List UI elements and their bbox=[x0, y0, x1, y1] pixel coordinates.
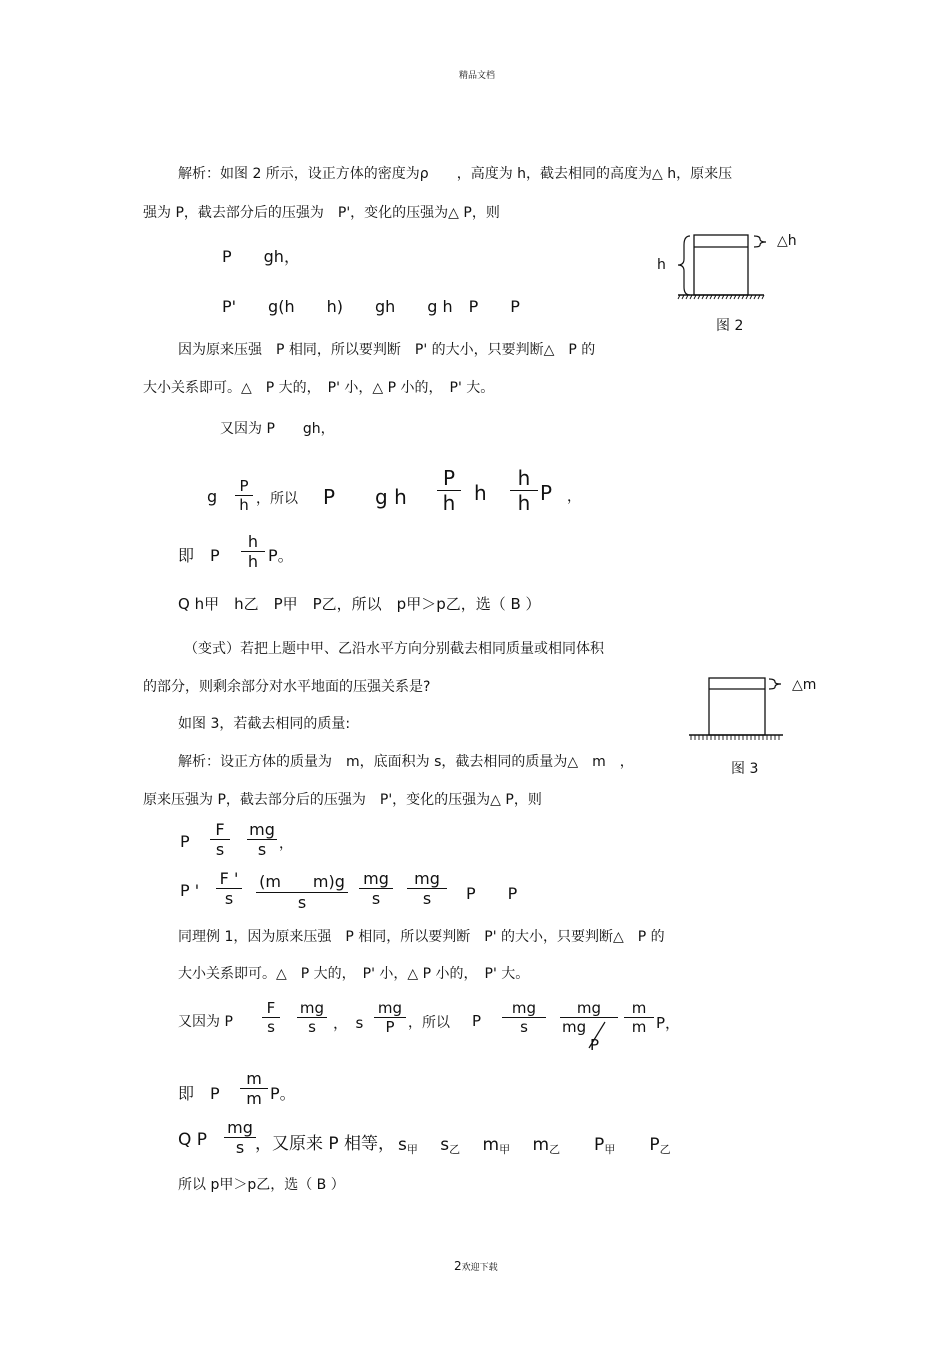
fraction: h h bbox=[241, 532, 265, 571]
text-line: 因为原来压强 P 相同，所以要判断 P' 的大小，只要判断△ P 的 bbox=[178, 342, 596, 358]
text-line: 同理例 1，因为原来压强 P 相同，所以要判断 P' 的大小，只要判断△ P 的 bbox=[178, 929, 665, 945]
fraction: m m bbox=[624, 999, 654, 1036]
equation-part: P bbox=[540, 481, 553, 505]
text-line: 的部分，则剩余部分对水平地面的压强关系是? bbox=[143, 679, 431, 695]
figure-caption: 图 3 bbox=[731, 761, 759, 777]
equation-part: ，所以 bbox=[408, 1015, 450, 1031]
text-line: 所以 p甲＞p乙，选（ B ） bbox=[178, 1177, 345, 1193]
equation: P' g(h h) gh g h P P bbox=[222, 297, 520, 316]
equation-part: P， bbox=[656, 1014, 681, 1032]
fraction: mg s bbox=[407, 869, 447, 908]
equation-part: P bbox=[472, 1012, 482, 1030]
equation-part: ， s bbox=[333, 1014, 364, 1032]
fraction: mg s bbox=[224, 1118, 256, 1157]
equation: P gh， bbox=[222, 247, 300, 266]
fraction: P h bbox=[235, 477, 253, 514]
slash-line bbox=[585, 1020, 607, 1050]
equation-part: Q P bbox=[178, 1130, 208, 1150]
equation-part: ， bbox=[279, 836, 293, 852]
equation-part: g bbox=[207, 487, 218, 506]
fraction: mg s bbox=[297, 999, 327, 1036]
text-line: 强为 P，截去部分后的压强为 P'，变化的压强为△ P，则 bbox=[143, 205, 500, 221]
figure-label: △m bbox=[792, 677, 817, 693]
fraction: mg s bbox=[247, 820, 277, 859]
equation-part: P。 bbox=[270, 1084, 296, 1103]
fraction: mg s bbox=[502, 999, 546, 1036]
fraction: F ' s bbox=[216, 869, 242, 908]
fraction: mg s bbox=[359, 869, 393, 908]
fraction: F s bbox=[262, 999, 280, 1036]
fraction: mg P bbox=[374, 999, 406, 1036]
equation-part: 又因为 P bbox=[178, 1014, 233, 1030]
equation-part: P P bbox=[466, 884, 518, 903]
figure-label: △h bbox=[777, 233, 797, 249]
fraction: h h bbox=[510, 466, 538, 515]
equation-part: s甲 s乙 m甲 m乙 P甲 P乙 bbox=[398, 1135, 671, 1156]
figure-3-diagram bbox=[685, 670, 785, 750]
text-line: 解析：如图 2 所示，设正方体的密度为ρ ，高度为 h，截去相同的高度为△ h，原来压 bbox=[178, 166, 733, 182]
text-line: 原来压强为 P，截去部分后的压强为 P'，变化的压强为△ P，则 bbox=[143, 792, 542, 808]
text-line: 大小关系即可。△ P 大的， P' 小，△ P 小的， P' 大。 bbox=[178, 966, 530, 982]
text-line: 又因为 P gh， bbox=[220, 421, 335, 437]
text-line: Q h甲 h乙 P甲 P乙，所以 p甲＞p乙，选（ B ） bbox=[178, 595, 541, 613]
equation-part: P g h bbox=[323, 485, 407, 509]
equation-part: 即 P bbox=[178, 1084, 220, 1103]
figure-caption: 图 2 bbox=[716, 318, 744, 334]
equation-part: P bbox=[180, 832, 190, 851]
equation-part: ，所以 bbox=[256, 491, 298, 507]
equation-part: 即 P bbox=[178, 546, 220, 565]
fraction: m m bbox=[240, 1069, 268, 1108]
equation-part: ，又原来 P 相等， bbox=[255, 1134, 396, 1154]
equation-part: ， bbox=[567, 489, 581, 505]
page-footer: 2欢迎下载 bbox=[454, 1259, 498, 1273]
equation-part: h bbox=[474, 481, 487, 505]
page-header: 精品文档 bbox=[459, 71, 496, 81]
fraction: F s bbox=[210, 820, 230, 859]
fraction: (m m)g s bbox=[256, 869, 348, 912]
fraction: P h bbox=[437, 466, 461, 515]
text-line: 如图 3，若截去相同的质量: bbox=[178, 716, 351, 732]
text-line: （变式）若把上题中甲、乙沿水平方向分别截去相同质量或相同体积 bbox=[184, 641, 604, 657]
figure-label: h bbox=[657, 257, 666, 273]
equation-part: P。 bbox=[268, 546, 294, 565]
compound-fraction: mg mg P bbox=[560, 999, 618, 1054]
text-line: 大小关系即可。△ P 大的， P' 小，△ P 小的， P' 大。 bbox=[143, 380, 495, 396]
text-line: 解析：设正方体的质量为 m，底面积为 s，截去相同的质量为△ m ， bbox=[178, 754, 634, 770]
equation-part: P ' bbox=[180, 881, 200, 900]
